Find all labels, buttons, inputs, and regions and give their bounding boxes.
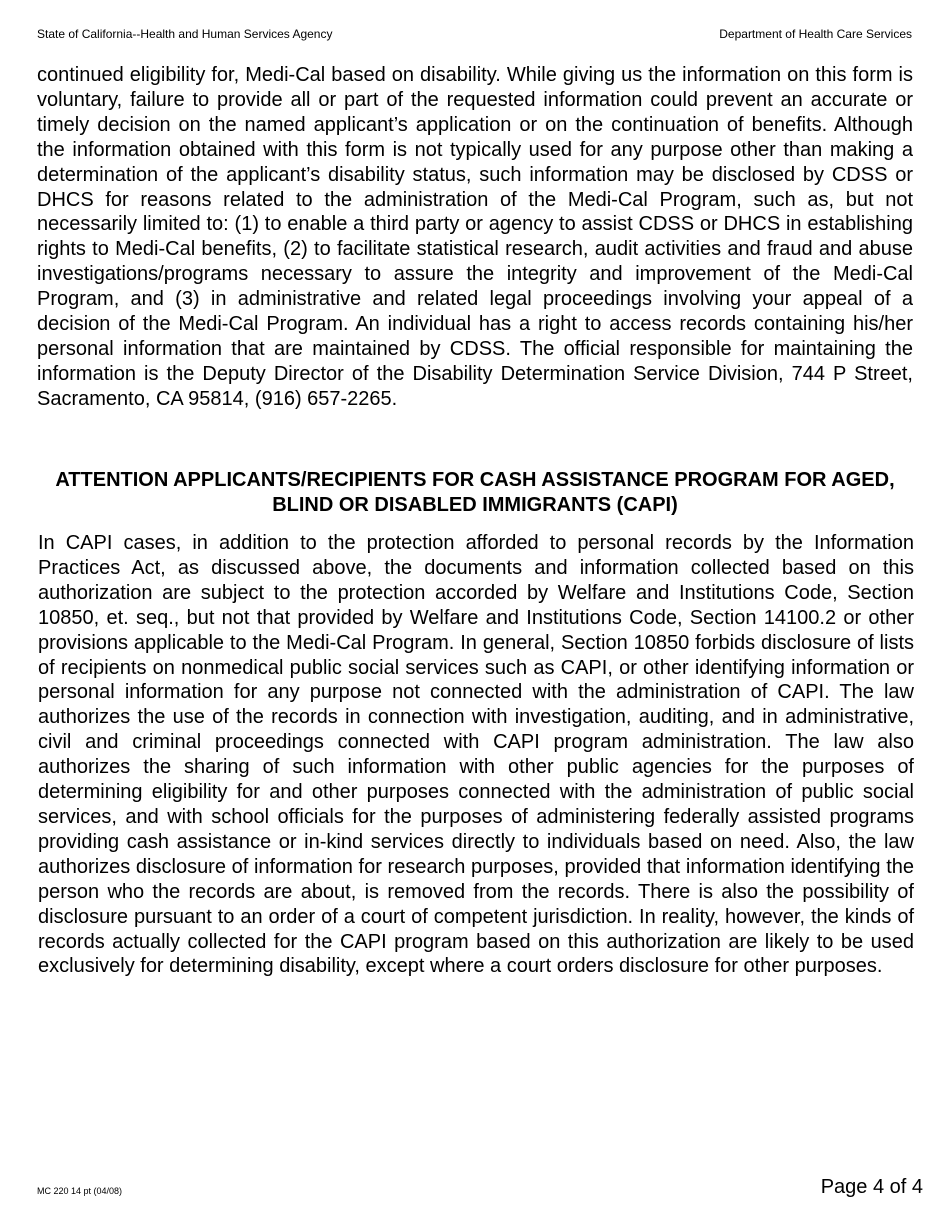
capi-paragraph: In CAPI cases, in addition to the protection afforded to personal records by the Information Practices Act, as discussed above, the documents and information collected based on this authorization are subject to the protection accorded by Welfare and Institutions Code, Section 10850, et. seq., but not that provided by Welfare and Institutions Code, Section 14100.2 or other provisions applicable to the Medi-Cal Program. In general, Section 10850 forbids disclosure of lists of recipients on nonmedical public social services such as CAPI, or other identifying information or personal information for any purpose not connected with the administration of CAPI. The law authorizes the use of the records in connection with investigation, auditing, and in administrative, civil and criminal proceedings connected with CAPI program administration. The law also authorizes the sharing of such information with other public agencies for the purposes of determining eligibility for and other purposes connected with the administration of public social services, and with school officials for the purposes of administering federally assisted programs providing cash assistance or in-kind services directly to individuals based on need. Also, the law authorizes disclosure of information for research purposes, provided that information identifying the person who the records are about, is removed from the records. There is also the possibility of disclosure pursuant to an order of a court of competent jurisdiction. In reality, however, the kinds of records actually collected for the CAPI program based on this authorization are likely to be used exclusively for determining disability, except where a court orders disclosure for other purposes. bbox=[38, 532, 914, 978]
agency-header: State of California--Health and Human Services Agency bbox=[37, 27, 333, 41]
form-number: MC 220 14 pt (04/08) bbox=[37, 1186, 123, 1196]
capi-section-heading: ATTENTION APPLICANTS/RECIPIENTS FOR CASH ASSISTANCE PROGRAM FOR AGED, BLIND OR DISABLED IMMIGRANTS (CAPI) bbox=[55, 469, 895, 516]
page-number: Page 4 of 4 bbox=[820, 1176, 923, 1198]
department-header: Department of Health Care Services bbox=[719, 27, 912, 41]
privacy-paragraph: continued eligibility for, Medi-Cal based on disability. While giving us the information on this form is voluntary, failure to provide all or part of the requested information could prevent an accurate or timely decision on the named applicant’s application or on the continuation of benefits. Although the information obtained with this form is not typically used for any purpose other than making a determination of the applicant’s disability status, such information may be disclosed by CDSS or DHCS for reasons related to the administration of the Medi-Cal Program, such as, but not necessarily limited to: (1) to enable a third party or agency to assist CDSS or DHCS in establishing rights to Medi-Cal benefits, (2) to facilitate statistical research, audit activities and fraud and abuse investigations/programs necessary to assure the integrity and improvement of the Medi-Cal Program, and (3) in administrative and related legal proceedings involving your appeal of a decision of the Medi-Cal Program. An individual has a right to access records containing his/her personal information that are maintained by CDSS. The official responsible for maintaining the information is the Deputy Director of the Disability Determination Service Division, 744 P Street, Sacramento, CA 95814, (916) 657-2265. bbox=[37, 64, 913, 410]
